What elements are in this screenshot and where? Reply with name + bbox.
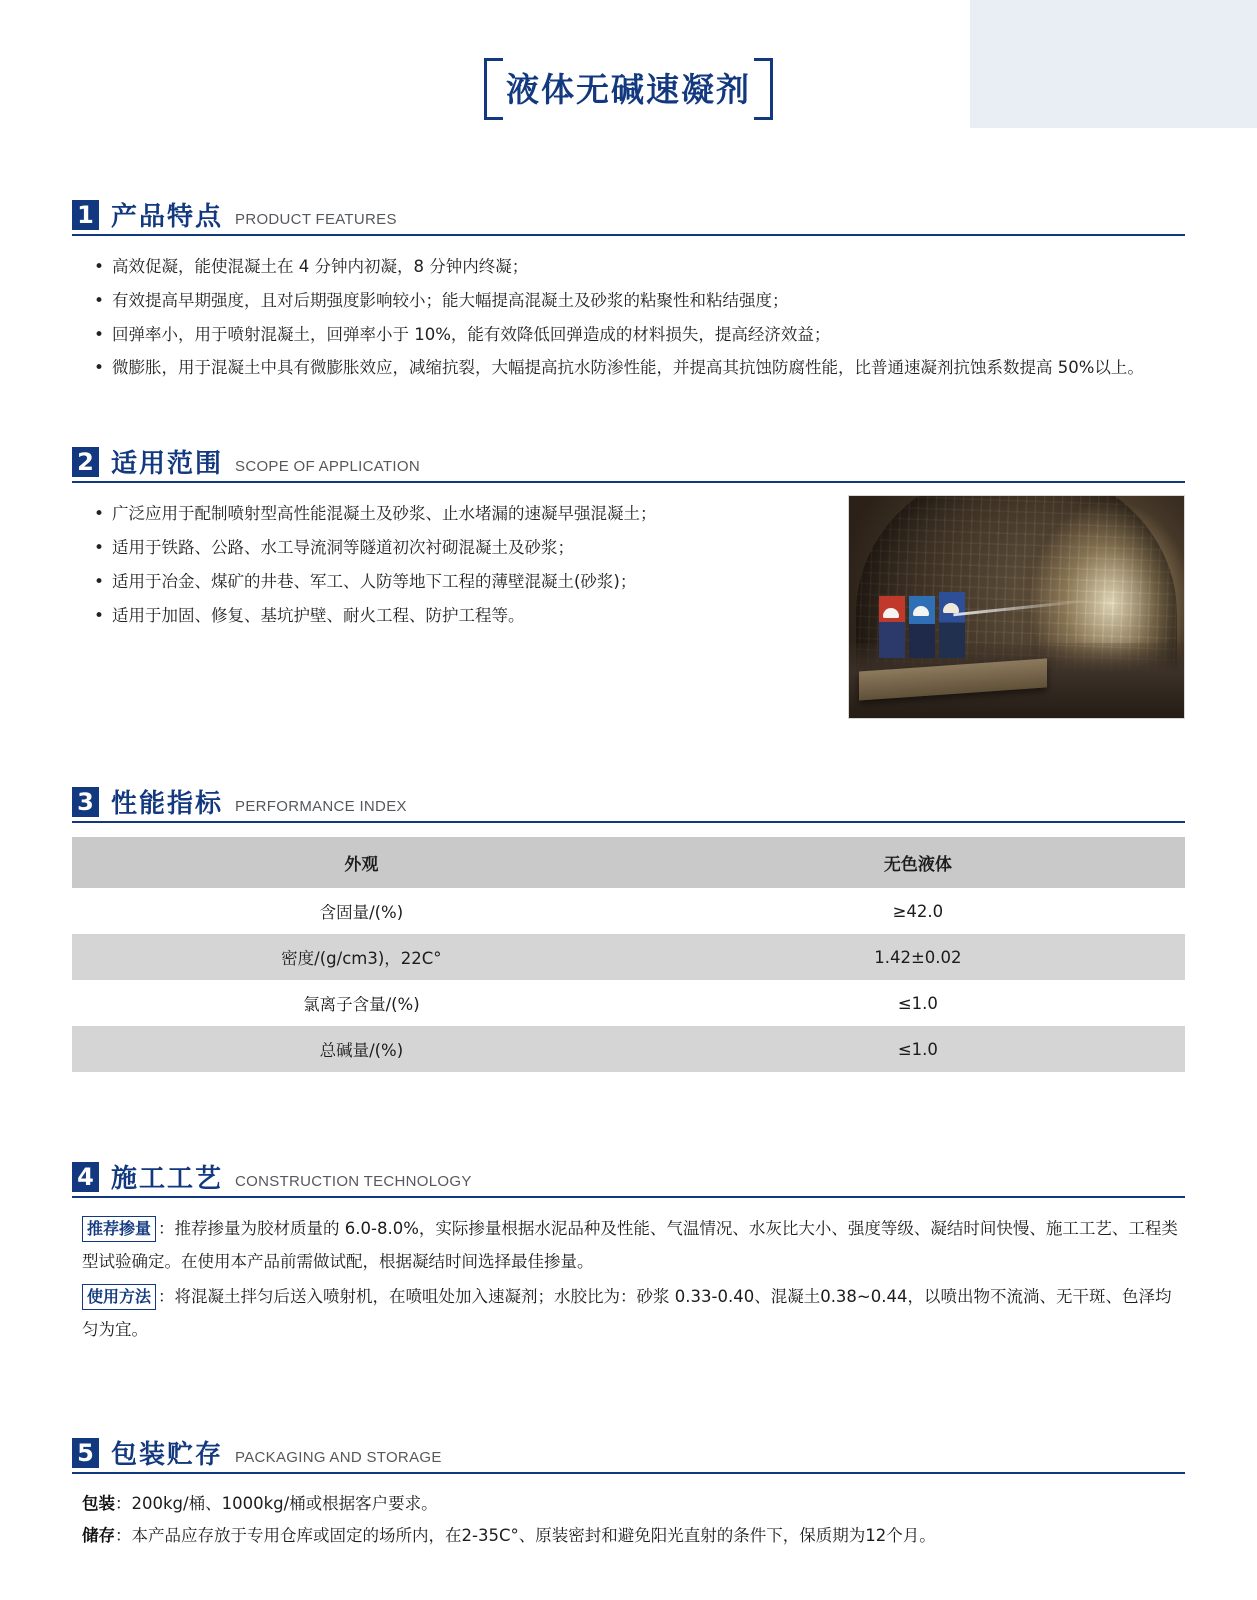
scope-list [72, 497, 830, 632]
usage-method-paragraph [82, 1280, 1185, 1346]
page-title-area [0, 0, 1257, 128]
page-title: 液体无碱速凝剂 [484, 58, 773, 121]
photo-helmet [913, 606, 929, 616]
section-performance-index [72, 787, 1185, 1072]
photo-helmet [943, 603, 959, 613]
storage-label: 储存 [82, 1526, 115, 1546]
table-header-value: 无色液体 [651, 837, 1185, 888]
section-title-en: CONSTRUCTION TECHNOLOGY [235, 1172, 472, 1190]
section-title-en: PACKAGING AND STORAGE [235, 1448, 442, 1466]
table-cell-name: 氯离子含量/(%) [72, 980, 651, 1026]
section-scope-of-application [72, 447, 1185, 719]
tunnel-construction-photo [848, 495, 1185, 719]
recommended-dosage-paragraph [82, 1212, 1185, 1278]
list-item: • 广泛应用于配制喷射型高性能混凝土及砂浆、止水堵漏的速凝早强混凝土； [94, 497, 830, 531]
usage-method-text: ：将混凝土拌匀后送入喷射机，在喷咀处加入速凝剂；水胶比为：砂浆 0.33-0.40、混凝土0.38~0.44，以喷出物不流淌、无干斑、色泽均匀为宜。 [82, 1287, 1172, 1340]
list-item: • 适用于冶金、煤矿的井巷、军工、人防等地下工程的薄壁混凝土(砂浆)； [94, 565, 830, 599]
table-cell-name: 含固量/(%) [72, 888, 651, 934]
table-row [72, 1026, 1185, 1072]
section-number: 3 [72, 787, 99, 817]
recommended-dosage-tag: 推荐掺量 [82, 1216, 156, 1242]
scope-text-column [72, 497, 830, 632]
performance-table [72, 837, 1185, 1072]
table-row [72, 980, 1185, 1026]
table-row [72, 934, 1185, 980]
section-title-en: SCOPE OF APPLICATION [235, 457, 420, 475]
section-number: 4 [72, 1162, 99, 1192]
table-cell-name: 密度/(g/cm3)，22C° [72, 934, 651, 980]
table-cell-value: ≤1.0 [651, 980, 1185, 1026]
list-item: • 微膨胀，用于混凝土中具有微膨胀效应，减缩抗裂，大幅提高抗水防渗性能，并提高其抗蚀防腐性能，比普通速凝剂抗蚀系数提高 50%以上。 [94, 351, 1185, 385]
section-header [72, 787, 1185, 823]
storage-text: ：本产品应存放于专用仓库或固定的场所内，在2-35C°、原装密封和避免阳光直射的条件下，保质期为12个月。 [115, 1526, 936, 1546]
scope-content-row [72, 497, 1185, 719]
section-title-cn: 产品特点 [111, 202, 224, 232]
section-title-cn: 施工工艺 [111, 1164, 224, 1195]
packaging-label: 包装 [82, 1494, 115, 1514]
table-cell-value: ≤1.0 [651, 1026, 1185, 1072]
table-header-name: 外观 [72, 837, 651, 888]
storage-line [82, 1520, 1185, 1552]
list-item: • 高效促凝，能使混凝土在 4 分钟内初凝，8 分钟内终凝； [94, 250, 1185, 284]
section-number: 5 [72, 1438, 99, 1468]
table-row [72, 888, 1185, 934]
section-header [72, 447, 1185, 483]
section-title-cn: 适用范围 [111, 449, 224, 480]
section-title-en: PRODUCT FEATURES [235, 210, 397, 228]
list-item: • 有效提高早期强度，且对后期强度影响较小；能大幅提高混凝土及砂浆的粘聚性和粘结强度； [94, 284, 1185, 318]
section-header [72, 1162, 1185, 1198]
packaging-text: ：200kg/桶、1000kg/桶或根据客户要求。 [115, 1494, 438, 1514]
features-list [72, 250, 1185, 385]
section-construction-technology [72, 1162, 1185, 1346]
section-title-en: PERFORMANCE INDEX [235, 797, 407, 815]
table-cell-name: 总碱量/(%) [72, 1026, 651, 1072]
recommended-dosage-text: ：推荐掺量为胶材质量的 6.0-8.0%，实际掺量根据水泥品种及性能、气温情况、水灰比大小、强度等级、凝结时间快慢、施工工艺、工程类型试验确定。在使用本产品前需做试配，根据凝结时间选择最佳掺量。 [82, 1219, 1178, 1272]
section-title-cn: 包装贮存 [111, 1440, 224, 1471]
photo-worker [879, 596, 905, 658]
photo-helmet [883, 608, 899, 618]
section-number: 2 [72, 447, 99, 477]
table-cell-value: ≥42.0 [651, 888, 1185, 934]
section-header [72, 1438, 1185, 1474]
section-number: 1 [72, 200, 99, 230]
list-item: • 适用于加固、修复、基坑护壁、耐火工程、防护工程等。 [94, 599, 830, 633]
list-item: • 适用于铁路、公路、水工导流洞等隧道初次衬砌混凝土及砂浆； [94, 531, 830, 565]
section-product-features [72, 200, 1185, 385]
section-packaging-storage [72, 1438, 1185, 1552]
list-item: • 回弹率小，用于喷射混凝土，回弹率小于 10%，能有效降低回弹造成的材料损失，提高经济效益； [94, 318, 1185, 352]
section-title-cn: 性能指标 [111, 789, 224, 820]
section-header [72, 200, 1185, 236]
usage-method-tag: 使用方法 [82, 1284, 156, 1310]
table-cell-value: 1.42±0.02 [651, 934, 1185, 980]
table-row-header [72, 837, 1185, 888]
packaging-line [82, 1488, 1185, 1520]
